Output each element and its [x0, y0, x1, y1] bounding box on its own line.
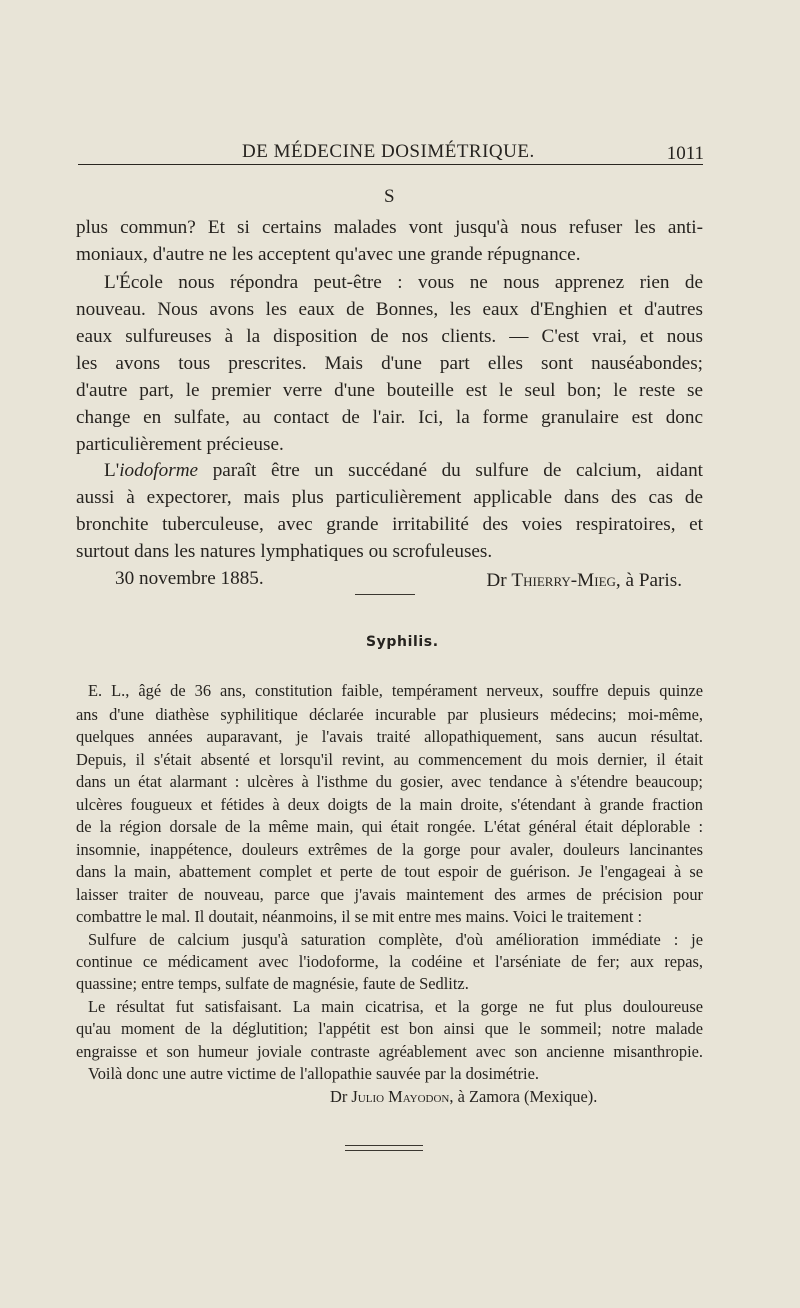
text-line: eaux sulfureuses à la disposition de nos clients. — C'est vrai, et nous [76, 326, 703, 347]
author-signature [330, 1087, 597, 1107]
text-line: particulièrement précieuse. [76, 434, 284, 455]
section-divider [355, 594, 415, 595]
text-line: combattre le mal. Il doutait, néanmoins, il se mit entre mes mains. Voici le traitement : [76, 907, 643, 926]
text-line: surtout dans les natures lymphatiques ou scrofuleuses. [76, 541, 493, 562]
text-line: insomnie, inappétence, douleurs extrêmes de la gorge pour avaler, douleurs lancinantes [76, 840, 703, 859]
running-title: DE MÉDECINE DOSIMÉTRIQUE. [242, 141, 535, 162]
text-line: ulcères fougueux et fétides à deux doigts de la main droite, s'étendant à grande fraction [76, 795, 703, 814]
text-line: de la région dorsale de la même main, qui était rongée. L'état général était déplorable : [76, 817, 703, 836]
text-line: Le résultat fut satisfaisant. La main cicatrisa, et la gorge ne fut plus douloureuse [88, 997, 703, 1016]
text-line: aussi à expectorer, mais plus particulièrement applicable dans des cas de [76, 487, 703, 508]
signature-mark: S [384, 186, 395, 207]
text-line: bronchite tuberculeuse, avec grande irritabilité des voies respiratoires, et [76, 514, 703, 535]
end-rule-bottom [345, 1150, 423, 1151]
doctor-prefix: Dr [330, 1087, 348, 1106]
text-line: Voilà donc une autre victime de l'allopathie sauvée par la dosimétrie. [88, 1064, 539, 1083]
author-signature [486, 570, 682, 592]
text-line: E. L., âgé de 36 ans, constitution faible, tempérament nerveux, souffre depuis quinze [88, 681, 703, 700]
text-span: paraît être un succédané du sulfure de calcium, aidant [198, 460, 703, 481]
text-line: ans d'une diathèse syphilitique déclarée incurable par plusieurs médecins; moi-même, [76, 705, 703, 724]
text-line: quassine; entre temps, sulfate de magnésie, faute de Sedlitz. [76, 974, 469, 993]
text-span: L' [104, 460, 120, 481]
author-name: Thierry-Mieg [511, 570, 616, 591]
author-place: , à Zamora (Mexique). [449, 1087, 598, 1106]
text-line: quelques années auparavant, je l'avais traité allopathiquement, sans aucun résultat. [76, 727, 703, 746]
author-place: , à Paris. [615, 570, 682, 591]
letter-date: 30 novembre 1885. [115, 568, 264, 589]
author-name: Julio Mayodon [351, 1087, 450, 1106]
text-line: plus commun? Et si certains malades vont jusqu'à nous refuser les anti- [76, 217, 703, 238]
section-title: Syphilis. [366, 634, 439, 650]
text-line: nouveau. Nous avons les eaux de Bonnes, les eaux d'Enghien et d'autres [76, 299, 703, 320]
text-line: L'École nous répondra peut-être : vous ne nous apprenez rien de [104, 272, 703, 293]
text-line: engraisse et son humeur joviale contraste agréablement avec son ancienne misanthropie. [76, 1042, 703, 1061]
text-line: les avons tous prescrites. Mais d'une part elles sont nauséabondes; [76, 353, 703, 374]
header-rule [78, 164, 703, 165]
text-line: laisser traiter de nouveau, parce que j'avais maintement des armes de précision pour [76, 885, 703, 904]
text-line: qu'au moment de la déglutition; l'appétit est bon ainsi que le sommeil; notre malade [76, 1019, 703, 1038]
end-rule-top [345, 1145, 423, 1146]
text-line: d'autre part, le premier verre d'une bouteille est le seul bon; le reste se [76, 380, 703, 401]
italic-term: iodoforme [119, 460, 199, 481]
text-line [104, 460, 703, 482]
text-line: continue ce médicament avec l'iodoforme, la codéine et l'arséniate de fer; aux repas, [76, 952, 703, 971]
text-line: change en sulfate, au contact de l'air. Ici, la forme granulaire est donc [76, 407, 703, 428]
doctor-prefix: Dr [486, 570, 507, 591]
text-line: moniaux, d'autre ne les acceptent qu'avec une grande répugnance. [76, 244, 581, 265]
text-line: dans la main, abattement complet et perte de tout espoir de guérison. Je l'engageai à se [76, 862, 703, 881]
text-line: dans un état alarmant : ulcères à l'isthme du gosier, avec tendance à s'étendre beaucoup; [76, 772, 703, 791]
text-line: Sulfure de calcium jusqu'à saturation complète, d'où amélioration immédiate : je [88, 930, 703, 949]
page-number: 1011 [666, 143, 704, 164]
text-line: Depuis, il s'était absenté et lorsqu'il revint, au commencement du mois dernier, il était [76, 750, 703, 769]
